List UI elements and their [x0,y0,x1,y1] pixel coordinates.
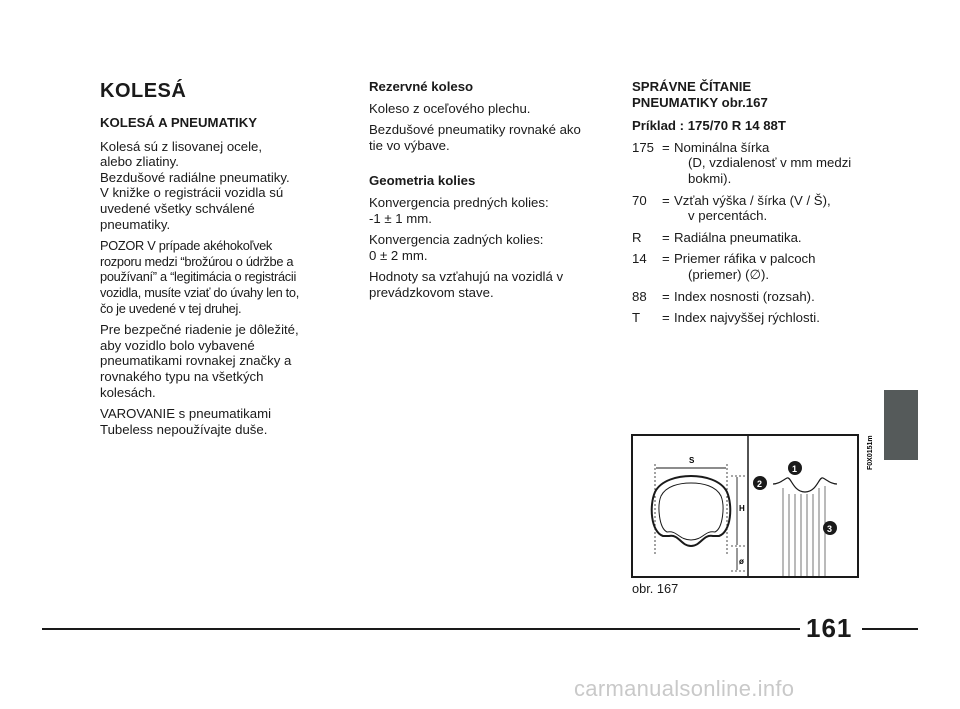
heading-spare-wheel: Rezervné koleso [369,79,474,94]
paragraph-caution [100,238,332,316]
item-value-cont: v percentách. [688,208,768,224]
item-equals: = [662,229,670,245]
list-item [632,251,872,282]
marker-3 [823,521,837,535]
item-value: Nominálna šírka [674,139,770,155]
text-line: Kolesá sú z lisovanej ocele, [100,138,263,154]
tyre-diagram-svg [633,436,857,576]
heading-tyre-reading [632,79,872,110]
watermark: carmanualsonline.info [574,676,795,701]
marker-1-label: 1 [792,464,798,474]
text-line: čo je uvedené v tej druhej. [100,300,242,316]
paragraph-values-note [369,269,597,300]
page-number: 161 [806,613,853,643]
label-width: S [689,456,695,465]
text-line: alebo zliatiny. [100,154,179,170]
item-equals: = [662,288,670,304]
item-equals: = [662,192,670,208]
paragraph-spare-tyres [369,122,597,153]
marker-1 [788,461,802,475]
heading-line: PNEUMATIKY obr.167 [632,94,768,110]
heading-wheel-geometry: Geometria kolies [369,173,476,189]
text-line: POZOR V prípade akéhokoľvek [100,238,273,254]
item-value: Index nosnosti (rozsah). [674,288,815,304]
list-item [632,310,872,326]
text-line: Hodnoty sa vzťahujú na vozidlá v [369,269,564,285]
text-line: Bezdušové radiálne pneumatiky. [100,169,290,185]
item-value: Radiálna pneumatika. [674,229,802,245]
example-label: Príklad : 175/70 R 14 88T [632,118,786,134]
list-item [632,140,872,187]
paragraph-wheels [100,139,332,233]
text-line: kolesách. [100,384,156,400]
marker-3-label: 3 [827,524,833,534]
item-key: R [632,229,642,245]
item-key: T [632,310,641,326]
text-line: rovnakého typu na všetkých [100,368,264,384]
text-line: Konvergencia predných kolies: [369,194,549,210]
section-subtitle: KOLESÁ A PNEUMATIKY [100,115,258,130]
item-key: 175 [632,139,655,155]
item-value-cont: (D, vzdialenosť v mm medzi [688,155,852,171]
item-equals: = [662,251,670,267]
chapter-tab [884,390,918,460]
section-title: KOLESÁ [100,80,187,102]
column-wheels [100,79,332,443]
text-line: Pre bezpečné riadenie je dôležité, [100,322,299,338]
footer-rule-left [42,628,800,630]
item-equals: = [662,139,670,155]
item-value: Priemer ráfika v palcoch [674,251,816,267]
tyre-diagram [631,434,859,578]
list-item [632,230,872,246]
heading-line: SPRÁVNE ČÍTANIE [632,79,752,94]
figure-caption: obr. 167 [632,581,679,596]
tyre-section [652,476,731,546]
label-height: H [739,504,745,513]
item-value: Vzťah výška / šírka (V / Š), [674,192,831,208]
text-line: vozidla, musíte vziať do úvahy len to, [100,284,299,300]
item-key: 88 [632,288,647,304]
text-line: tie vo výbave. [369,137,450,153]
figure-code [862,432,876,472]
text-line: 0 ± 2 mm. [369,247,428,263]
text-line: rozporu medzi “brožúrou o údržbe a [100,253,294,269]
marker-2-label: 2 [757,479,763,489]
paragraph-spare-wheel: Koleso z oceľového plechu. [369,100,531,116]
text-line: uvedené všetky schválené [100,200,255,216]
paragraph-warning [100,406,332,437]
footer-rule-right [862,628,918,630]
marker-2 [753,476,767,490]
text-line: pneumatikami rovnakej značky a [100,353,292,369]
paragraph-rear-toe [369,232,597,263]
item-equals: = [662,310,670,326]
text-line: V knižke o registrácii vozidla sú [100,185,284,201]
figure-code-text: F0X0151m [867,435,874,470]
text-line: Konvergencia zadných kolies: [369,232,544,248]
text-line: VAROVANIE s pneumatikami [100,406,272,422]
text-line: používaní” a “legitimácia o registrácii [100,269,296,285]
column-tyre-reading [632,79,872,332]
item-key: 14 [632,251,647,267]
text-line: -1 ± 1 mm. [369,210,432,226]
list-item [632,193,872,224]
column-spare-wheel [369,79,597,307]
item-value-cont: bokmi). [688,170,732,186]
text-line: prevádzkovom stave. [369,284,494,300]
text-line: pneumatiky. [100,216,171,232]
item-value: Index najvyššej rýchlosti. [674,310,820,326]
paragraph-front-toe [369,195,597,226]
item-value-cont: (priemer) (∅). [688,266,770,282]
label-diameter: ø [739,557,744,566]
item-key: 70 [632,192,647,208]
text-line: aby vozidlo bolo vybavené [100,337,255,353]
list-item [632,289,872,305]
text-line: Bezdušové pneumatiky rovnaké ako [369,122,581,138]
text-line: Tubeless nepoužívajte duše. [100,421,268,437]
paragraph-safety [100,322,332,400]
